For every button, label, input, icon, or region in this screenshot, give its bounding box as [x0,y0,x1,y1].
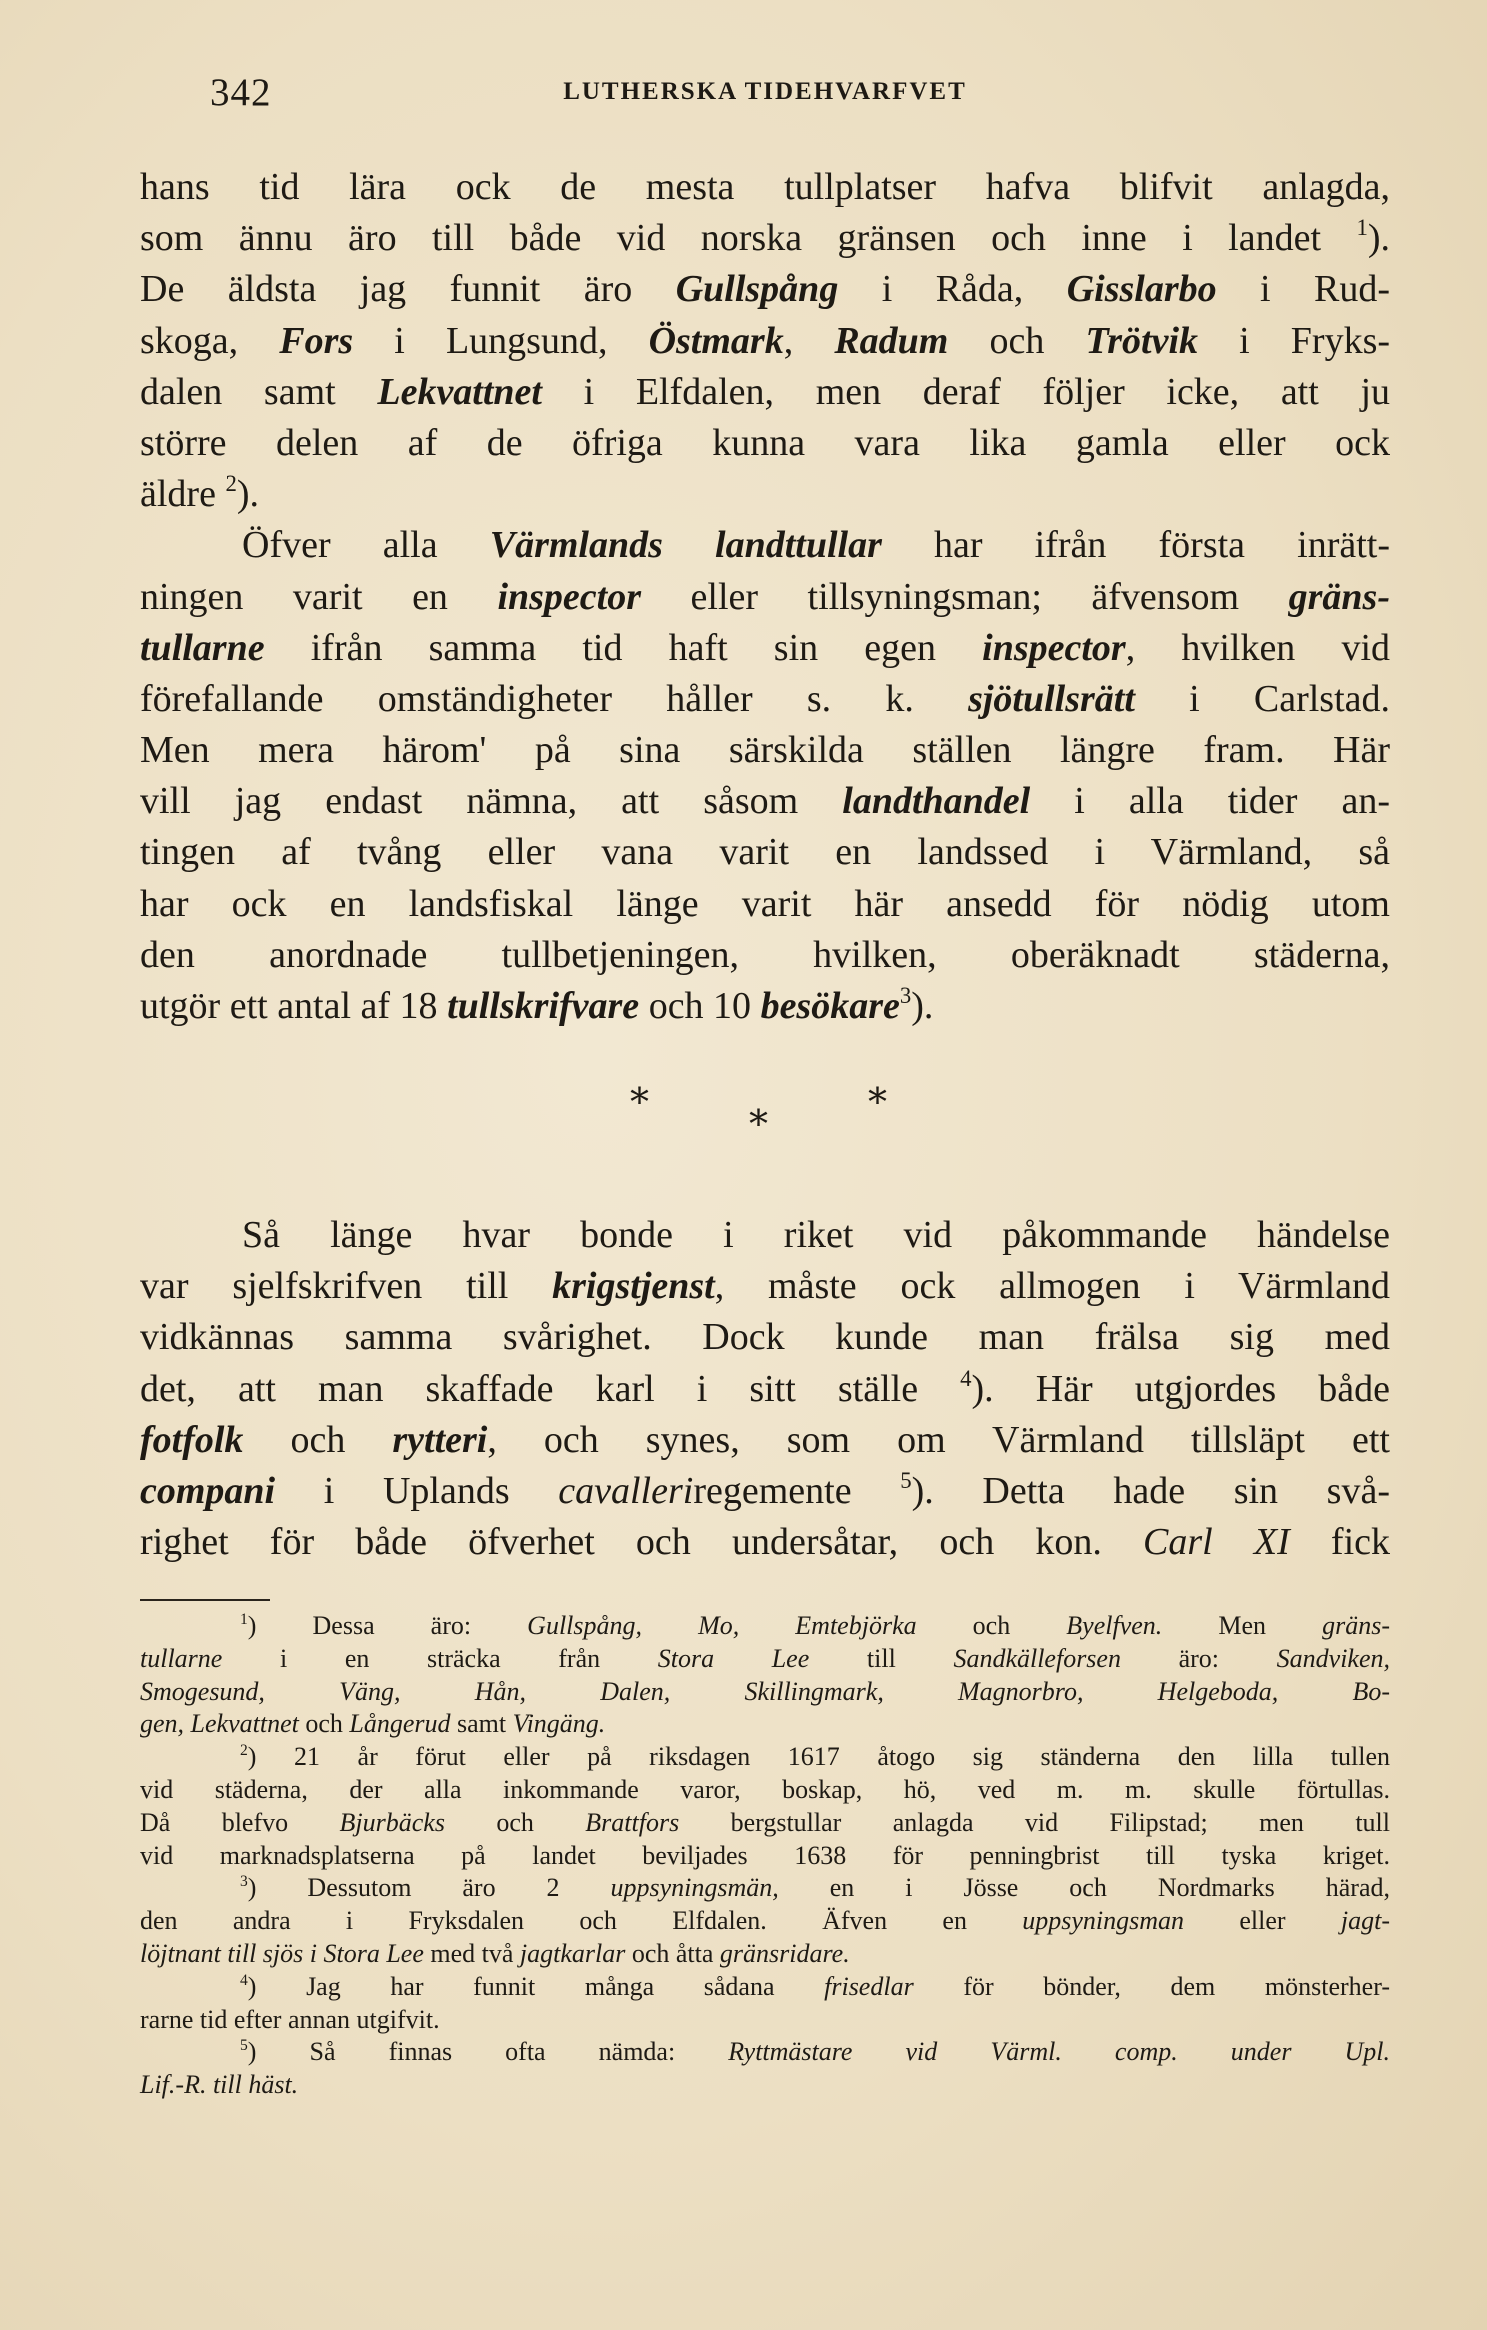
text-line: dalen samt Lekvattnet i Elfdalen, men deraf följer icke, att ju [140,370,1391,413]
text-line: Öfver alla Värmlands landttullar har ifrån första inrätt- [242,524,1391,567]
footnote-line: löjtnant till sjös i Stora Lee med två jagtkarlar och åtta gränsridare. [140,1938,850,1968]
text-line: som ännu äro till både vid norska gränsen och inne i landet $^1$). [140,215,1390,260]
text-line: hans tid lära ock de mesta tullplatser hafva blifvit anlagda, [140,166,1390,208]
text-line: var sjelfskrifven till krigstjenst, måste ock allmogen i Värmland [140,1265,1390,1308]
footnote-ref: 1 [1356,215,1368,241]
text-line: Så länge hvar bonde i riket vid påkommande händelse [242,1214,1390,1256]
page-header [140,60,1390,120]
text-line: compani i Uplands cavalleriregemente $^5$). Detta hade sin svå- [140,1468,1390,1512]
footnote-line: Smogesund, Väng, Hån, Dalen, Skillingmark, Magnorbro, Helgeboda, Bo- [140,1676,1390,1706]
footnote-line: $^1$) Dessa äro: Gullspång, Mo, Emtebjörka och Byelfven. Men gräns- [240,1610,1390,1640]
footnote-ref: 3 [899,983,912,1009]
text-line: ningen varit en inspector eller tillsyningsman; äfvensom gräns- [140,575,1390,618]
footnote-line: $^5$) Så finnas ofta nämda: Ryttmästare vid Värml. comp. under Upl. [240,2037,1390,2067]
footnote-line: tullarne i en sträcka från Stora Lee till Sandkälleforsen äro: Sandviken, [140,1643,1390,1673]
text-line: det, att man skaffade karl i sitt ställe $^4$). Här utgjordes både [140,1365,1390,1410]
footnote-divider [140,1599,270,1601]
text-line: utgör ett antal af 18 tullskrifvare och 10 besökare$^3$). [140,983,934,1027]
text-line: äldre $^2$). [140,471,260,516]
main-text [140,162,1390,1032]
footnotes [140,1610,1390,2102]
text-line: skoga, Fors i Lungsund, Östmark, Radum och Trötvik i Fryks- [140,319,1391,362]
text-line: Men mera härom' på sina särskilda ställen längre fram. Här [140,729,1390,772]
footnote-ref: 2 [225,471,237,497]
asterisk: * [868,1080,887,1124]
asterisk: * [630,1080,649,1124]
text-line: righet för både öfverhet och undersåtar, och kon. Carl XI fick [140,1521,1390,1564]
text-line: tullarne ifrån samma tid haft sin egen inspector, hvilken vid [140,626,1390,669]
footnote-ref: 4 [960,1365,972,1391]
asterisk: * [749,1102,768,1146]
text-line: tingen af tvång eller vana varit en landssed i Värmland, så [140,831,1390,874]
text-line: vidkännas samma svårighet. Dock kunde man frälsa sig med [140,1316,1390,1359]
footnote-line: $^3$) Dessutom äro 2 uppsyningsmän, en i Jösse och Nordmarks härad, [240,1873,1390,1903]
footnote-line: gen, Lekvattnet och Långerud samt Vingäng. [140,1709,606,1739]
text-line: vill jag endast nämna, att såsom landthandel i alla tider an- [140,780,1390,823]
running-head: LUTHERSKA TIDEHVARFVET [563,78,967,105]
footnote-line: vid städerna, der alla inkommande varor, boskap, hö, ved m. m. skulle förtullas. [140,1774,1390,1804]
footnote-line: Då blefvo Bjurbäcks och Brattfors bergstullar anlagda vid Filipstad; men tull [140,1807,1390,1837]
footnote-line: $^2$) 21 år förut eller på riksdagen 1617 åtogo sig ständerna den lilla tullen [240,1742,1390,1772]
second-section-text [140,1210,1390,1568]
section-break-asterism [0,1080,1487,1150]
footnote-line: Lif.-R. till häst. [140,2070,299,2100]
text-line: förefallande omständigheter håller s. k. sjötullsrätt i Carlstad. [140,677,1390,720]
footnote-line: den andra i Fryksdalen och Elfdalen. Äfven en uppsyningsman eller jagt- [140,1906,1390,1936]
text-line: större delen af de öfriga kunna vara lika gamla eller ock [140,421,1390,464]
text-line: De äldsta jag funnit äro Gullspång i Råda, Gisslarbo i Rud- [140,268,1390,311]
footnote-line: $^4$) Jag har funnit många sådana frisedlar för bönder, dem mönsterher- [240,1971,1390,2001]
footnote-line: rarne tid efter annan utgifvit. [140,2004,440,2034]
text-line: har ock en landsfiskal länge varit här ansedd för nödig utom [140,882,1390,925]
footnote-ref: 5 [900,1468,912,1494]
text-line: fotfolk och rytteri, och synes, som om Värmland tillsläpt ett [140,1418,1390,1461]
text-line: den anordnade tullbetjeningen, hvilken, oberäknadt städerna, [140,933,1390,976]
page-number: 342 [210,71,272,114]
footnote-line: vid marknadsplatserna på landet beviljades 1638 för penningbrist till tyska kriget. [140,1840,1390,1870]
